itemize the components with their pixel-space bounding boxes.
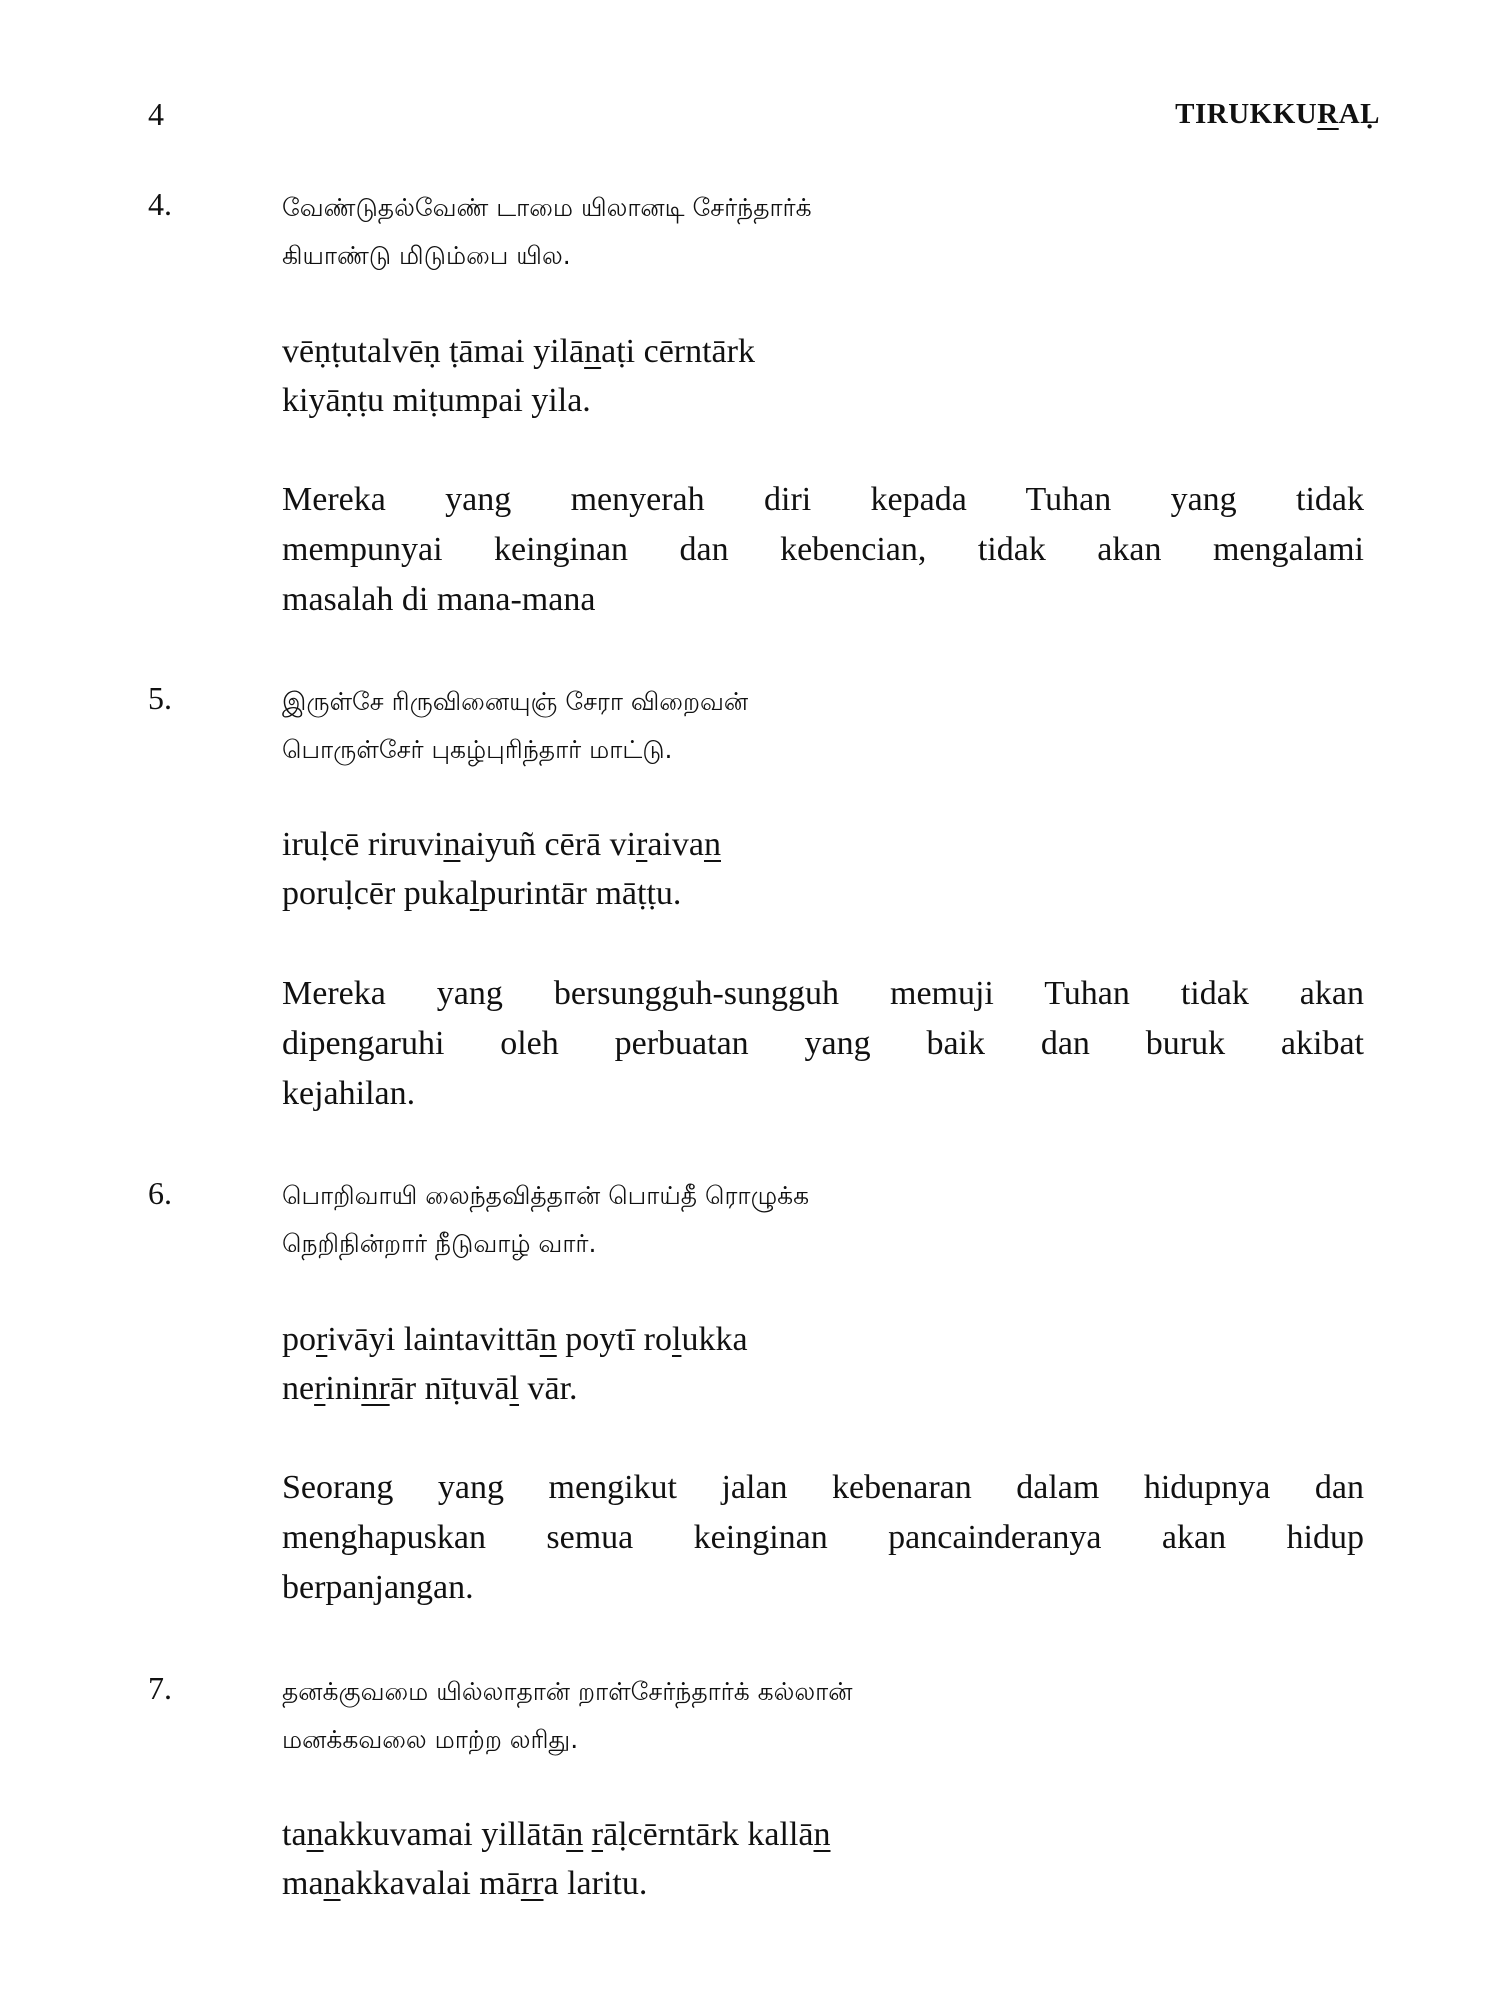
tamil-line: இருள்சே ரிருவினையுஞ் சேரா விறைவன் — [282, 687, 749, 716]
translit-line: poruḷcēr pukalpurintār māṭṭu. — [282, 875, 682, 912]
tamil-line: கியாண்டு மிடும்பை யில. — [282, 241, 571, 270]
translation-line: Mereka yang menyerah diri kepada Tuhan yang tidak — [282, 481, 1364, 518]
tamil-line: பொறிவாயி லைந்தவித்தான் பொய்தீ ரொழுக்க — [282, 1181, 810, 1210]
tamil-line: தனக்குவமை யில்லாதான் றாள்சேர்ந்தார்க் கல்லான் — [282, 1677, 853, 1706]
tamil-line: நெறிநின்றார் நீடுவாழ் வார். — [282, 1229, 597, 1258]
running-title: TIRUKKURAḶ — [1175, 98, 1380, 130]
translation-line: dipengaruhi oleh perbuatan yang baik dan buruk akibat — [282, 1025, 1364, 1062]
verse-transliteration — [282, 1315, 748, 1413]
verse-transliteration — [282, 327, 755, 425]
verse-number: 5. — [148, 680, 172, 716]
translation-line: menghapuskan semua keinginan pancainderanya akan hidup — [282, 1519, 1364, 1556]
translation-line: Mereka yang bersungguh-sungguh memuji Tuhan tidak akan — [282, 975, 1364, 1012]
verse-translation — [282, 1463, 1364, 1613]
translit-line: vēṇṭutalvēṇ ṭāmai yilānaṭi cērntārk — [282, 333, 755, 370]
translation-line: kejahilan. — [282, 1075, 416, 1112]
translit-line: porivāyi laintavittān poytī rolukka — [282, 1321, 748, 1358]
verse-tamil — [282, 1668, 852, 1764]
verse-translation — [282, 475, 1364, 625]
verse-number: 4. — [148, 186, 172, 222]
translation-line: masalah di mana-mana — [282, 581, 596, 618]
translit-line: manakkavalai mārra laritu. — [282, 1865, 648, 1902]
translit-line: tanakkuvamai yillātān rāḷcērntārk kallān — [282, 1816, 831, 1853]
verse-transliteration — [282, 820, 721, 918]
translation-line: berpanjangan. — [282, 1569, 474, 1606]
verse-transliteration — [282, 1810, 831, 1908]
translit-line: kiyāṇṭu miṭumpai yila. — [282, 382, 591, 419]
translit-line: iruḷcē riruvinaiyuñ cērā viraivan — [282, 826, 721, 863]
verse-translation — [282, 969, 1364, 1119]
verse-tamil — [282, 678, 748, 774]
verse-tamil — [282, 1172, 809, 1268]
tamil-line: மனக்கவலை மாற்ற லரிது. — [282, 1725, 579, 1754]
verse-tamil — [282, 184, 812, 280]
translation-line: mempunyai keinginan dan kebencian, tidak akan mengalami — [282, 531, 1364, 568]
verse-number: 6. — [148, 1175, 172, 1211]
translit-line: nerininrār nīṭuvāl vār. — [282, 1370, 578, 1407]
translation-line: Seorang yang mengikut jalan kebenaran dalam hidupnya dan — [282, 1469, 1364, 1506]
page-number: 4 — [148, 96, 164, 132]
verse-number: 7. — [148, 1670, 172, 1706]
tamil-line: பொருள்சேர் புகழ்புரிந்தார் மாட்டு. — [282, 735, 673, 764]
tamil-line: வேண்டுதல்வேண் டாமை யிலானடி சேர்ந்தார்க் — [282, 193, 812, 222]
